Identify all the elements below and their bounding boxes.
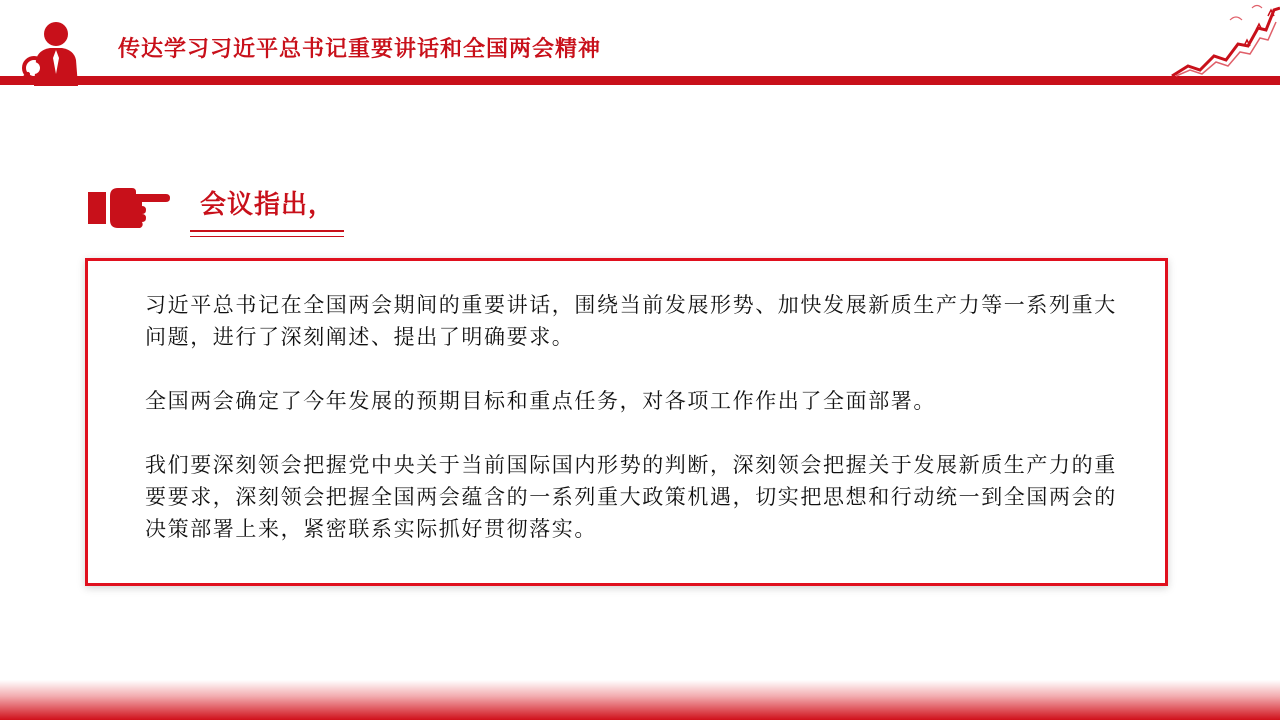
paragraph-1: 习近平总书记在全国两会期间的重要讲话，围绕当前发展形势、加快发展新质生产力等一系列重大问题，进行了深刻阐述、提出了明确要求。: [145, 293, 1117, 349]
section-title: 会议指出，: [200, 190, 336, 220]
great-wall-icon: [1170, 0, 1280, 78]
title-underline: [190, 230, 344, 232]
footer-band: [0, 680, 1280, 720]
pointing-hand-icon: [86, 182, 172, 230]
page-title: 传达学习习近平总书记重要讲话和全国两会精神: [118, 36, 602, 62]
content-box: [85, 258, 1168, 586]
person-magnifier-icon: [14, 14, 86, 86]
title-underline-thin: [190, 236, 344, 237]
header-bar: [0, 76, 1280, 85]
paragraph-2: 全国两会确定了今年发展的预期目标和重点任务，对各项工作作出了全面部署。: [145, 389, 936, 413]
paragraph-3: 我们要深刻领会把握党中央关于当前国际国内形势的判断，深刻领会把握关于发展新质生产力的重要要求，深刻领会把握全国两会蕴含的一系列重大政策机遇，切实把思想和行动统一到全国两会的决策部署上来，紧密联系实际抓好贯彻落实。: [145, 453, 1117, 541]
